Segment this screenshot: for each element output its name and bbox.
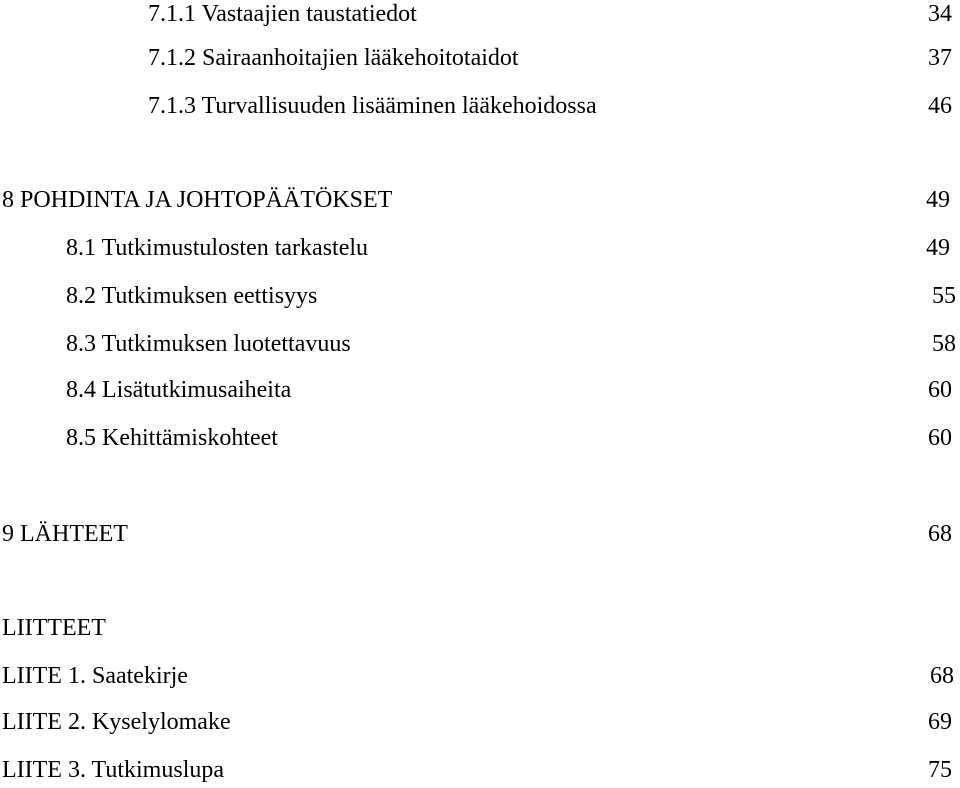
toc-chapter-8-page: 49 (926, 187, 950, 213)
toc-entry-7-1-1-title: 7.1.1 Vastaajien taustatiedot (148, 1, 417, 27)
toc-entry-8-3-page: 58 (932, 331, 956, 357)
toc-entry-8-1-title: 8.1 Tutkimustulosten tarkastelu (66, 235, 369, 261)
toc-entry-7-1-3-page: 46 (928, 93, 952, 119)
toc-appendix-3-page: 75 (928, 757, 952, 783)
toc-appendix-3-title: LIITE 3. Tutkimuslupa (2, 757, 225, 783)
toc-entry-7-1-2-page: 37 (928, 45, 952, 71)
toc-chapter-8-title: 8 POHDINTA JA JOHTOPÄÄTÖKSET (2, 187, 393, 213)
toc-entry-8-4-page: 60 (928, 377, 952, 403)
toc-appendices-heading: LIITTEET (2, 615, 106, 641)
toc-entry-7-1-3-title: 7.1.3 Turvallisuuden lisääminen lääkehoidossa (148, 93, 597, 119)
toc-chapter-9-page: 68 (928, 521, 952, 547)
toc-appendix-1-title: LIITE 1. Saatekirje (2, 663, 188, 689)
toc-entry-8-2-page: 55 (932, 283, 956, 309)
toc-appendix-2-title: LIITE 2. Kyselylomake (2, 709, 231, 735)
toc-entry-7-1-2-title: 7.1.2 Sairaanhoitajien lääkehoitotaidot (148, 45, 519, 71)
toc-entry-8-1-page: 49 (926, 235, 950, 261)
toc-entry-8-4-title: 8.4 Lisätutkimusaiheita (66, 377, 292, 403)
toc-entry-8-5-page: 60 (928, 425, 952, 451)
toc-entry-8-3-title: 8.3 Tutkimuksen luotettavuus (66, 331, 351, 357)
toc-appendix-1-page: 68 (930, 663, 954, 689)
toc-appendix-2-page: 69 (928, 709, 952, 735)
toc-entry-7-1-1-page: 34 (928, 1, 952, 27)
toc-entry-8-5-title: 8.5 Kehittämiskohteet (66, 425, 278, 451)
toc-entry-8-2-title: 8.2 Tutkimuksen eettisyys (66, 283, 318, 309)
toc-chapter-9-title: 9 LÄHTEET (2, 521, 128, 547)
